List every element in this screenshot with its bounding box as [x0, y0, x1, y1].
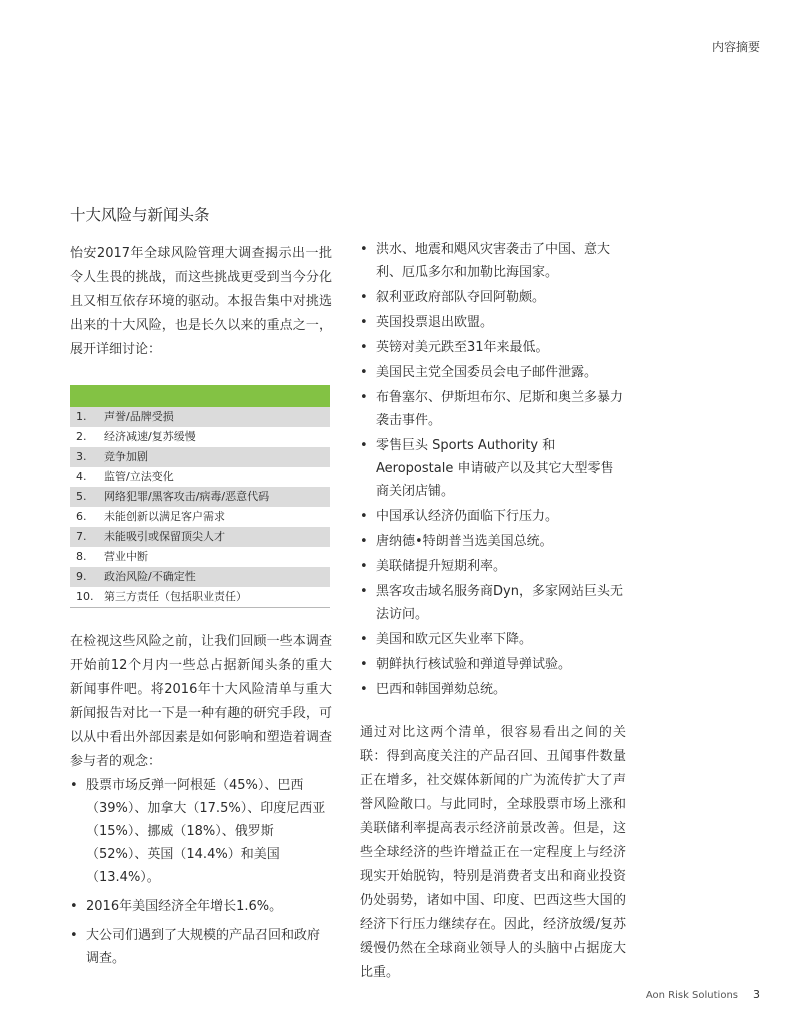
- risk-number: 10.: [76, 590, 94, 603]
- table-row: [70, 427, 330, 447]
- footer-brand: Aon Risk Solutions: [645, 990, 738, 1001]
- risk-label: 监管/立法变化: [104, 470, 174, 483]
- risk-number: 3.: [76, 450, 87, 463]
- list-item: • 大公司们遇到了大规模的产品召回和政府调查。: [70, 924, 332, 970]
- table-row: [70, 527, 330, 547]
- risk-number: 9.: [76, 570, 87, 583]
- right-column: [360, 238, 626, 985]
- risk-number: 7.: [76, 530, 87, 543]
- table-row: [70, 507, 330, 527]
- risk-label: 未能创新以满足客户需求: [104, 510, 225, 523]
- risk-label: 营业中断: [104, 550, 148, 563]
- risk-number: 5.: [76, 490, 87, 503]
- table-row: [70, 447, 330, 467]
- page-number: 3: [753, 988, 760, 1001]
- risk-label: 未能吸引或保留顶尖人才: [104, 530, 225, 543]
- left-column: [70, 242, 332, 976]
- risk-label: 声誉/品牌受损: [104, 410, 174, 423]
- intro-paragraph: 怡安2017年全球风险管理大调查揭示出一批令人生畏的挑战，而这些挑战更受到当今分化且又相互依存环境的驱动。本报告集中对挑选出来的十大风险，也是长久以来的重点之一，展开详细讨论：: [70, 246, 332, 357]
- list-item: • 美国和欧元区失业率下降。: [360, 628, 626, 651]
- list-item: • 巴西和韩国弹劾总统。: [360, 678, 626, 701]
- table-row: [70, 587, 330, 608]
- table-row: [70, 487, 330, 507]
- risk-label: 竞争加剧: [104, 450, 148, 463]
- left-bullet-list: [70, 774, 332, 970]
- risk-number: 2.: [76, 430, 87, 443]
- list-item: • 唐纳德•特朗普当选美国总统。: [360, 530, 626, 553]
- table-header-bar: [70, 385, 330, 407]
- list-item: • 零售巨头 Sports Authority 和 Aeropostale 申请破产以及其它大型零售商关闭店铺。: [360, 434, 626, 503]
- table-row: [70, 467, 330, 487]
- risk-label: 政治风险/不确定性: [104, 570, 196, 583]
- table-row: [70, 567, 330, 587]
- list-item: • 叙利亚政府部队夺回阿勒颇。: [360, 286, 626, 309]
- risk-number: 1.: [76, 410, 87, 423]
- risk-label: 第三方责任（包括职业责任）: [104, 590, 247, 603]
- risk-number: 6.: [76, 510, 87, 523]
- list-item: • 布鲁塞尔、伊斯坦布尔、尼斯和奥兰多暴力袭击事件。: [360, 386, 626, 432]
- list-item: • 朝鲜执行核试验和弹道导弹试验。: [360, 653, 626, 676]
- risk-label: 经济减速/复苏缓慢: [104, 430, 196, 443]
- list-item: • 股票市场反弹一阿根延（45%）、巴西（39%）、加拿大（17.5%）、印度尼西亚（15%）、挪威（18%）、俄罗斯（52%）、英国（14.4%）和美国（13.4%）。: [70, 774, 332, 889]
- right-bullet-list: [360, 238, 626, 701]
- risk-number: 8.: [76, 550, 87, 563]
- list-item: • 2016年美国经济全年增长1.6%。: [70, 895, 332, 918]
- conclusion-paragraph: 通过对比这两个清单，很容易看出之间的关联：得到高度关注的产品召回、丑闻事件数量正在增多，社交媒体新闻的广为流传扩大了声誉风险敞口。与此同时，全球股票市场上涨和美联储利率提高表示经济前景改善。但是，这些全球经济的些许增益正在一定程度上与经济现实开始脱钩，特别是消费者支出和商业投资仍处弱势，诸如中国、印度、巴西这些大国的经济下行压力继续存在。因此，经济放缓/复苏缓慢仍然在全球商业领导人的头脑中占据庞大比重。: [360, 725, 626, 980]
- table-row: [70, 407, 330, 427]
- list-item: • 英镑对美元跌至31年来最低。: [360, 336, 626, 359]
- page-title: 十大风险与新闻头条: [70, 206, 210, 224]
- list-item: • 黑客攻击域名服务商Dyn，多家网站巨头无法访问。: [360, 580, 626, 626]
- top-ten-risks-table: [70, 385, 330, 608]
- risk-label: 网络犯罪/黑客攻击/病毒/恶意代码: [104, 490, 270, 503]
- list-item: • 英国投票退出欧盟。: [360, 311, 626, 334]
- list-item: • 中国承认经济仍面临下行压力。: [360, 505, 626, 528]
- list-item: • 美联储提升短期利率。: [360, 555, 626, 578]
- table-row: [70, 547, 330, 567]
- risk-number: 4.: [76, 470, 87, 483]
- review-paragraph: 在检视这些风险之前，让我们回顾一些本调查开始前12个月内一些总占据新闻头条的重大新闻事件吧。将2016年十大风险清单与重大新闻报告对比一下是一种有趣的研究手段，可以从中看出外部因素是如何影响和塑造着调查参与者的观念：: [70, 634, 332, 769]
- list-item: • 洪水、地震和飓风灾害袭击了中国、意大利、厄瓜多尔和加勒比海国家。: [360, 238, 626, 284]
- list-item: • 美国民主党全国委员会电子邮件泄露。: [360, 361, 626, 384]
- section-label: 内容摘要: [711, 40, 760, 54]
